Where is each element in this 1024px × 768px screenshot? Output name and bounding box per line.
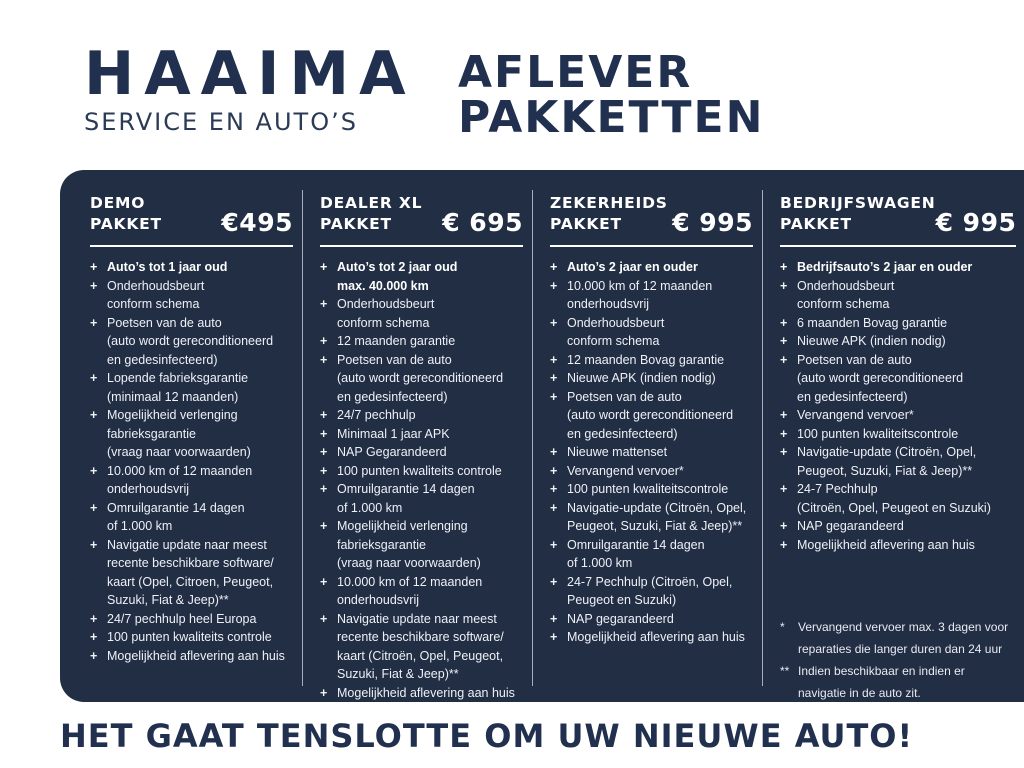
package-item-line: en gedesinfecteerd) [567, 426, 678, 441]
package-item-line: Suzuki, Fiat & Jeep)** [107, 593, 229, 607]
package-name [780, 193, 936, 235]
package-item-line: Mogelijkheid verlenging [107, 408, 238, 422]
plus-icon: + [320, 260, 328, 274]
package-item-line: Onderhoudsbeurt [337, 297, 435, 311]
header-divider [780, 245, 1016, 247]
package-item-line: fabrieksgarantie [107, 426, 196, 441]
package-item-text [337, 332, 455, 351]
package-item-line: Navigatie-update (Citroën, Opel, [797, 445, 977, 459]
package-item-line: Auto’s tot 1 jaar oud [107, 260, 228, 274]
package-item-text [567, 388, 733, 444]
package-item [780, 277, 1016, 314]
plus-icon: + [550, 500, 558, 515]
footnote-marker: * [780, 620, 785, 634]
package-item [780, 480, 1016, 517]
plus-icon: + [320, 574, 328, 589]
package-price: € 995 [672, 208, 753, 237]
package-name [320, 193, 422, 235]
plus-icon: + [550, 537, 558, 552]
package-item [90, 406, 293, 462]
package-item-line: Peugeot, Suzuki, Fiat & Jeep)** [567, 519, 743, 533]
package-item-text [797, 480, 991, 517]
package-item-line: Auto’s 2 jaar en ouder [567, 260, 698, 274]
footer-slogan: HET GAAT TENSLOTTE OM UW NIEUWE AUTO! [60, 717, 914, 755]
package-item-text [107, 610, 256, 629]
package-item-text [567, 573, 732, 610]
package-item-text [337, 406, 416, 425]
package-item-line: max. 40.000 km [337, 278, 429, 293]
package-item-line: (vraag naar voorwaarden) [107, 445, 251, 459]
plus-icon: + [550, 389, 558, 404]
package-item-line: (auto wordt gereconditioneerd [567, 408, 734, 422]
plus-icon: + [90, 463, 98, 478]
footnote-marker: ** [780, 664, 790, 678]
package-item [550, 499, 753, 536]
package-item-line: Auto’s tot 2 jaar oud [337, 260, 458, 274]
package-price: €495 [221, 208, 293, 237]
package-item [550, 388, 753, 444]
plus-icon: + [90, 630, 98, 644]
package-item-text [107, 499, 245, 536]
package-item-line: Nieuwe APK (indien nodig) [797, 334, 946, 348]
plus-icon: + [550, 371, 558, 385]
package-item [320, 610, 523, 684]
package-item-line: Omruilgarantie 14 dagen [107, 500, 245, 515]
page-title-line1: AFLEVER [458, 47, 693, 98]
package-header [780, 193, 1016, 235]
package-item-text [337, 573, 482, 610]
package-item [320, 425, 523, 444]
package-item-text [107, 277, 204, 314]
plus-icon: + [320, 482, 328, 496]
package-item-line: Navigatie-update (Citroën, Opel, [567, 500, 747, 515]
plus-icon: + [550, 574, 558, 589]
package-item-text [797, 351, 963, 407]
package-item-text [567, 499, 746, 536]
plus-icon: + [780, 352, 788, 367]
plus-icon: + [320, 463, 328, 478]
package-item-line: conform schema [337, 315, 430, 330]
package-item-text [337, 462, 502, 481]
package-item-line: 100 punten kwaliteitscontrole [797, 426, 959, 441]
plus-icon: + [550, 611, 558, 626]
package-item-text [797, 314, 947, 333]
package-item-line: onderhoudsvrij [107, 482, 189, 496]
package-item-list [320, 258, 523, 702]
plus-icon: + [320, 426, 328, 441]
package-item-line: Onderhoudsbeurt [797, 278, 895, 293]
plus-icon: + [320, 611, 328, 626]
package-item [90, 499, 293, 536]
package-item-text [337, 480, 475, 517]
package-item-line: fabrieksgarantie [337, 537, 426, 552]
package-item-line: Mogelijkheid aflevering aan huis [797, 537, 975, 552]
package-item-line: Peugeot en Suzuki) [567, 593, 677, 607]
package-item-line: (Citroën, Opel, Peugeot en Suzuki) [797, 500, 991, 515]
package-price: € 995 [935, 208, 1017, 237]
footnote-line: navigatie in de auto zit. [798, 686, 921, 700]
package-column [533, 170, 763, 704]
package-item-line: 6 maanden Bovag garantie [797, 315, 948, 330]
package-item-text [107, 462, 252, 499]
package-item-text [567, 314, 664, 351]
package-item-text [797, 277, 894, 314]
header-divider [550, 245, 753, 247]
package-item-line: 100 punten kwaliteitscontrole [567, 482, 729, 496]
package-item [780, 332, 1016, 351]
package-item-line: Mogelijkheid aflevering aan huis [337, 685, 515, 700]
package-item-line: NAP gegarandeerd [797, 519, 904, 533]
package-item-line: conform schema [107, 297, 200, 311]
package-item-line: 24/7 pechhulp heel Europa [107, 611, 257, 626]
plus-icon: + [90, 648, 98, 663]
package-item-text [567, 369, 716, 388]
package-item [550, 610, 753, 629]
package-item-line: Omruilgarantie 14 dagen [567, 537, 705, 552]
plus-icon: + [780, 408, 788, 422]
package-item-line: Onderhoudsbeurt [567, 315, 665, 330]
package-item [90, 462, 293, 499]
package-item-line: Peugeot, Suzuki, Fiat & Jeep)** [797, 463, 973, 478]
package-item [780, 425, 1016, 444]
plus-icon: + [90, 371, 98, 385]
plus-icon: + [320, 297, 328, 311]
package-item [550, 258, 753, 277]
package-item-text [107, 258, 227, 277]
package-item [320, 443, 523, 462]
package-item-text [337, 517, 481, 573]
package-item [550, 277, 753, 314]
package-column [303, 170, 533, 704]
package-header [550, 193, 753, 235]
package-item-list [550, 258, 753, 647]
package-item-list [780, 258, 1016, 554]
plus-icon: + [780, 334, 788, 348]
package-item-text [567, 258, 698, 277]
package-item-text [107, 369, 248, 406]
header-divider [90, 245, 293, 247]
package-item [90, 277, 293, 314]
package-item-text [567, 351, 724, 370]
plus-icon: + [320, 352, 328, 367]
footnote [780, 660, 1016, 704]
package-item [550, 351, 753, 370]
package-item-line: Mogelijkheid aflevering aan huis [107, 648, 285, 663]
package-item-line: Navigatie update naar meest [337, 611, 497, 626]
packages-panel [60, 170, 1024, 702]
package-item-line: 10.000 km of 12 maanden [567, 278, 713, 293]
package-item-line: (minimaal 12 maanden) [107, 389, 239, 404]
package-item-line: recente beschikbare software/ [107, 556, 274, 570]
package-item-line: Poetsen van de auto [107, 315, 222, 330]
package-item [550, 628, 753, 647]
package-item-text [567, 480, 728, 499]
brand-logo [84, 39, 416, 137]
plus-icon: + [780, 426, 788, 441]
plus-icon: + [780, 445, 788, 459]
package-item-text [797, 536, 975, 555]
package-item [780, 443, 1016, 480]
page-title [458, 47, 765, 143]
brand-name: HAAIMA [84, 39, 416, 109]
package-item-line: Minimaal 1 jaar APK [337, 426, 450, 441]
package-name-line2: PAKKET [550, 215, 622, 233]
package-item [90, 314, 293, 370]
package-item-line: NAP gegarandeerd [567, 611, 674, 626]
package-item-line: 10.000 km of 12 maanden [107, 463, 253, 478]
plus-icon: + [780, 519, 788, 533]
plus-icon: + [320, 408, 328, 422]
package-item-line: conform schema [567, 334, 660, 348]
package-item [90, 628, 293, 647]
plus-icon: + [550, 445, 558, 459]
package-name-line1: DEMO [90, 194, 146, 212]
package-item-line: Suzuki, Fiat & Jeep)** [337, 667, 459, 681]
package-item-line: of 1.000 km [107, 519, 173, 533]
package-item-text [797, 517, 904, 536]
package-item-line: Poetsen van de auto [797, 352, 912, 367]
package-item [320, 573, 523, 610]
package-column [763, 170, 1024, 704]
package-item [550, 369, 753, 388]
package-item-line: Vervangend vervoer* [797, 408, 914, 422]
package-item-text [797, 332, 946, 351]
package-item-line: (auto wordt gereconditioneerd [107, 334, 274, 348]
package-item-line: 24-7 Pechhulp [797, 482, 878, 496]
footnote-line: Vervangend vervoer max. 3 dagen voor [798, 620, 1009, 634]
package-item-line: Mogelijkheid aflevering aan huis [567, 630, 745, 644]
package-item [90, 647, 293, 666]
package-item-text [567, 443, 667, 462]
package-item-line: (vraag naar voorwaarden) [337, 556, 481, 570]
package-item-text [107, 647, 285, 666]
package-item-line: kaart (Opel, Citroen, Peugeot, [107, 574, 274, 589]
package-item-text [107, 314, 273, 370]
package-item-text [107, 628, 272, 647]
plus-icon: + [550, 352, 558, 367]
package-item-line: Nieuwe mattenset [567, 445, 668, 459]
package-name-line2: PAKKET [90, 215, 162, 233]
package-item [780, 536, 1016, 555]
package-item-text [337, 684, 515, 703]
package-name-line2: PAKKET [320, 215, 392, 233]
plus-icon: + [780, 315, 788, 330]
plus-icon: + [90, 408, 98, 422]
plus-icon: + [90, 278, 98, 293]
package-item-text [797, 406, 914, 425]
package-header [90, 193, 293, 235]
package-item-text [567, 610, 674, 629]
package-item-line: Navigatie update naar meest [107, 537, 267, 552]
package-item-line: 24/7 pechhulp [337, 408, 416, 422]
plus-icon: + [90, 315, 98, 330]
footnote [780, 616, 1016, 660]
package-item-line: Vervangend vervoer* [567, 463, 684, 478]
plus-icon: + [90, 260, 98, 274]
package-item [550, 443, 753, 462]
plus-icon: + [320, 519, 328, 533]
package-item-text [567, 628, 745, 647]
plus-icon: + [320, 685, 328, 700]
package-item [320, 517, 523, 573]
package-item [550, 573, 753, 610]
package-item-text [567, 277, 712, 314]
package-item-line: Lopende fabrieksgarantie [107, 371, 249, 385]
package-item-line: 12 maanden garantie [337, 334, 456, 348]
page-title-line2: PAKKETTEN [458, 92, 765, 143]
footnote-text [798, 660, 965, 704]
package-item-text [337, 258, 457, 295]
package-item-line: Bedrijfsauto’s 2 jaar en ouder [797, 260, 973, 274]
plus-icon: + [550, 630, 558, 644]
package-item [90, 369, 293, 406]
footnotes [780, 616, 1016, 704]
plus-icon: + [780, 278, 788, 293]
footnote-line: Indien beschikbaar en indien er [798, 664, 965, 678]
package-item-line: en gedesinfecteerd) [797, 389, 908, 404]
package-item [320, 332, 523, 351]
package-item [550, 314, 753, 351]
package-item-text [107, 536, 274, 610]
plus-icon: + [550, 278, 558, 293]
package-item-text [337, 295, 434, 332]
package-item [780, 258, 1016, 277]
header-divider [320, 245, 523, 247]
plus-icon: + [780, 260, 788, 274]
package-item-line: 100 punten kwaliteits controle [107, 630, 272, 644]
package-name-line1: ZEKERHEIDS [550, 194, 668, 212]
package-item [550, 462, 753, 481]
package-item-line: Mogelijkheid verlenging [337, 519, 468, 533]
package-item-line: 24-7 Pechhulp (Citroën, Opel, [567, 574, 733, 589]
package-header [320, 193, 523, 235]
plus-icon: + [550, 463, 558, 478]
package-name-line2: PAKKET [780, 215, 852, 233]
package-column [60, 170, 303, 704]
package-item [320, 462, 523, 481]
package-item-text [567, 536, 705, 573]
package-name-line1: BEDRIJFSWAGEN [780, 194, 936, 212]
footnote-text [798, 616, 1008, 660]
plus-icon: + [550, 482, 558, 496]
package-item-line: recente beschikbare software/ [337, 630, 504, 644]
plus-icon: + [90, 611, 98, 626]
package-item-text [337, 351, 503, 407]
plus-icon: + [90, 500, 98, 515]
footnote-line: reparaties die langer duren dan 24 uur [798, 642, 1003, 656]
package-item [320, 406, 523, 425]
package-item-line: en gedesinfecteerd) [107, 352, 218, 367]
plus-icon: + [90, 537, 98, 552]
package-item-line: (auto wordt gereconditioneerd [337, 371, 504, 385]
package-item [550, 536, 753, 573]
package-item-text [337, 425, 450, 444]
package-item [780, 351, 1016, 407]
package-item-text [107, 406, 251, 462]
package-item-line: onderhoudsvrij [337, 593, 419, 607]
package-item-line: 100 punten kwaliteits controle [337, 463, 502, 478]
plus-icon: + [780, 537, 788, 552]
package-item [550, 480, 753, 499]
package-item-line: (auto wordt gereconditioneerd [797, 371, 964, 385]
package-item-line: Poetsen van de auto [567, 389, 682, 404]
package-item [320, 351, 523, 407]
package-item-text [337, 443, 447, 462]
package-name [90, 193, 162, 235]
package-item-line: 12 maanden Bovag garantie [567, 352, 725, 367]
package-item [90, 258, 293, 277]
package-item-line: of 1.000 km [337, 500, 403, 515]
package-item-line: conform schema [797, 297, 890, 311]
package-item [90, 610, 293, 629]
package-item-line: of 1.000 km [567, 556, 633, 570]
plus-icon: + [550, 315, 558, 330]
plus-icon: + [780, 482, 788, 496]
package-price: € 695 [442, 208, 523, 237]
package-item-line: NAP Gegarandeerd [337, 445, 447, 459]
plus-icon: + [320, 445, 328, 459]
package-item-line: Nieuwe APK (indien nodig) [567, 371, 716, 385]
package-item [90, 536, 293, 610]
package-item-text [797, 425, 958, 444]
package-item [780, 406, 1016, 425]
package-item [320, 295, 523, 332]
package-item-line: en gedesinfecteerd) [337, 389, 448, 404]
plus-icon: + [320, 334, 328, 348]
package-item-line: Poetsen van de auto [337, 352, 452, 367]
package-name-line1: DEALER XL [320, 194, 423, 212]
package-item-text [337, 610, 504, 684]
package-item [780, 517, 1016, 536]
package-item [320, 480, 523, 517]
package-item-text [797, 258, 972, 277]
package-item-line: 10.000 km of 12 maanden [337, 574, 483, 589]
package-item [320, 684, 523, 703]
package-item-list [90, 258, 293, 665]
package-item-text [567, 462, 684, 481]
brand-tagline: SERVICE EN AUTO’S [84, 108, 358, 136]
package-item-line: Omruilgarantie 14 dagen [337, 482, 475, 496]
plus-icon: + [550, 260, 558, 274]
package-item-text [797, 443, 976, 480]
package-item-line: Onderhoudsbeurt [107, 278, 205, 293]
package-item [780, 314, 1016, 333]
package-item [320, 258, 523, 295]
package-item-line: kaart (Citroën, Opel, Peugeot, [337, 648, 504, 663]
package-name [550, 193, 668, 235]
package-item-line: onderhoudsvrij [567, 297, 649, 311]
